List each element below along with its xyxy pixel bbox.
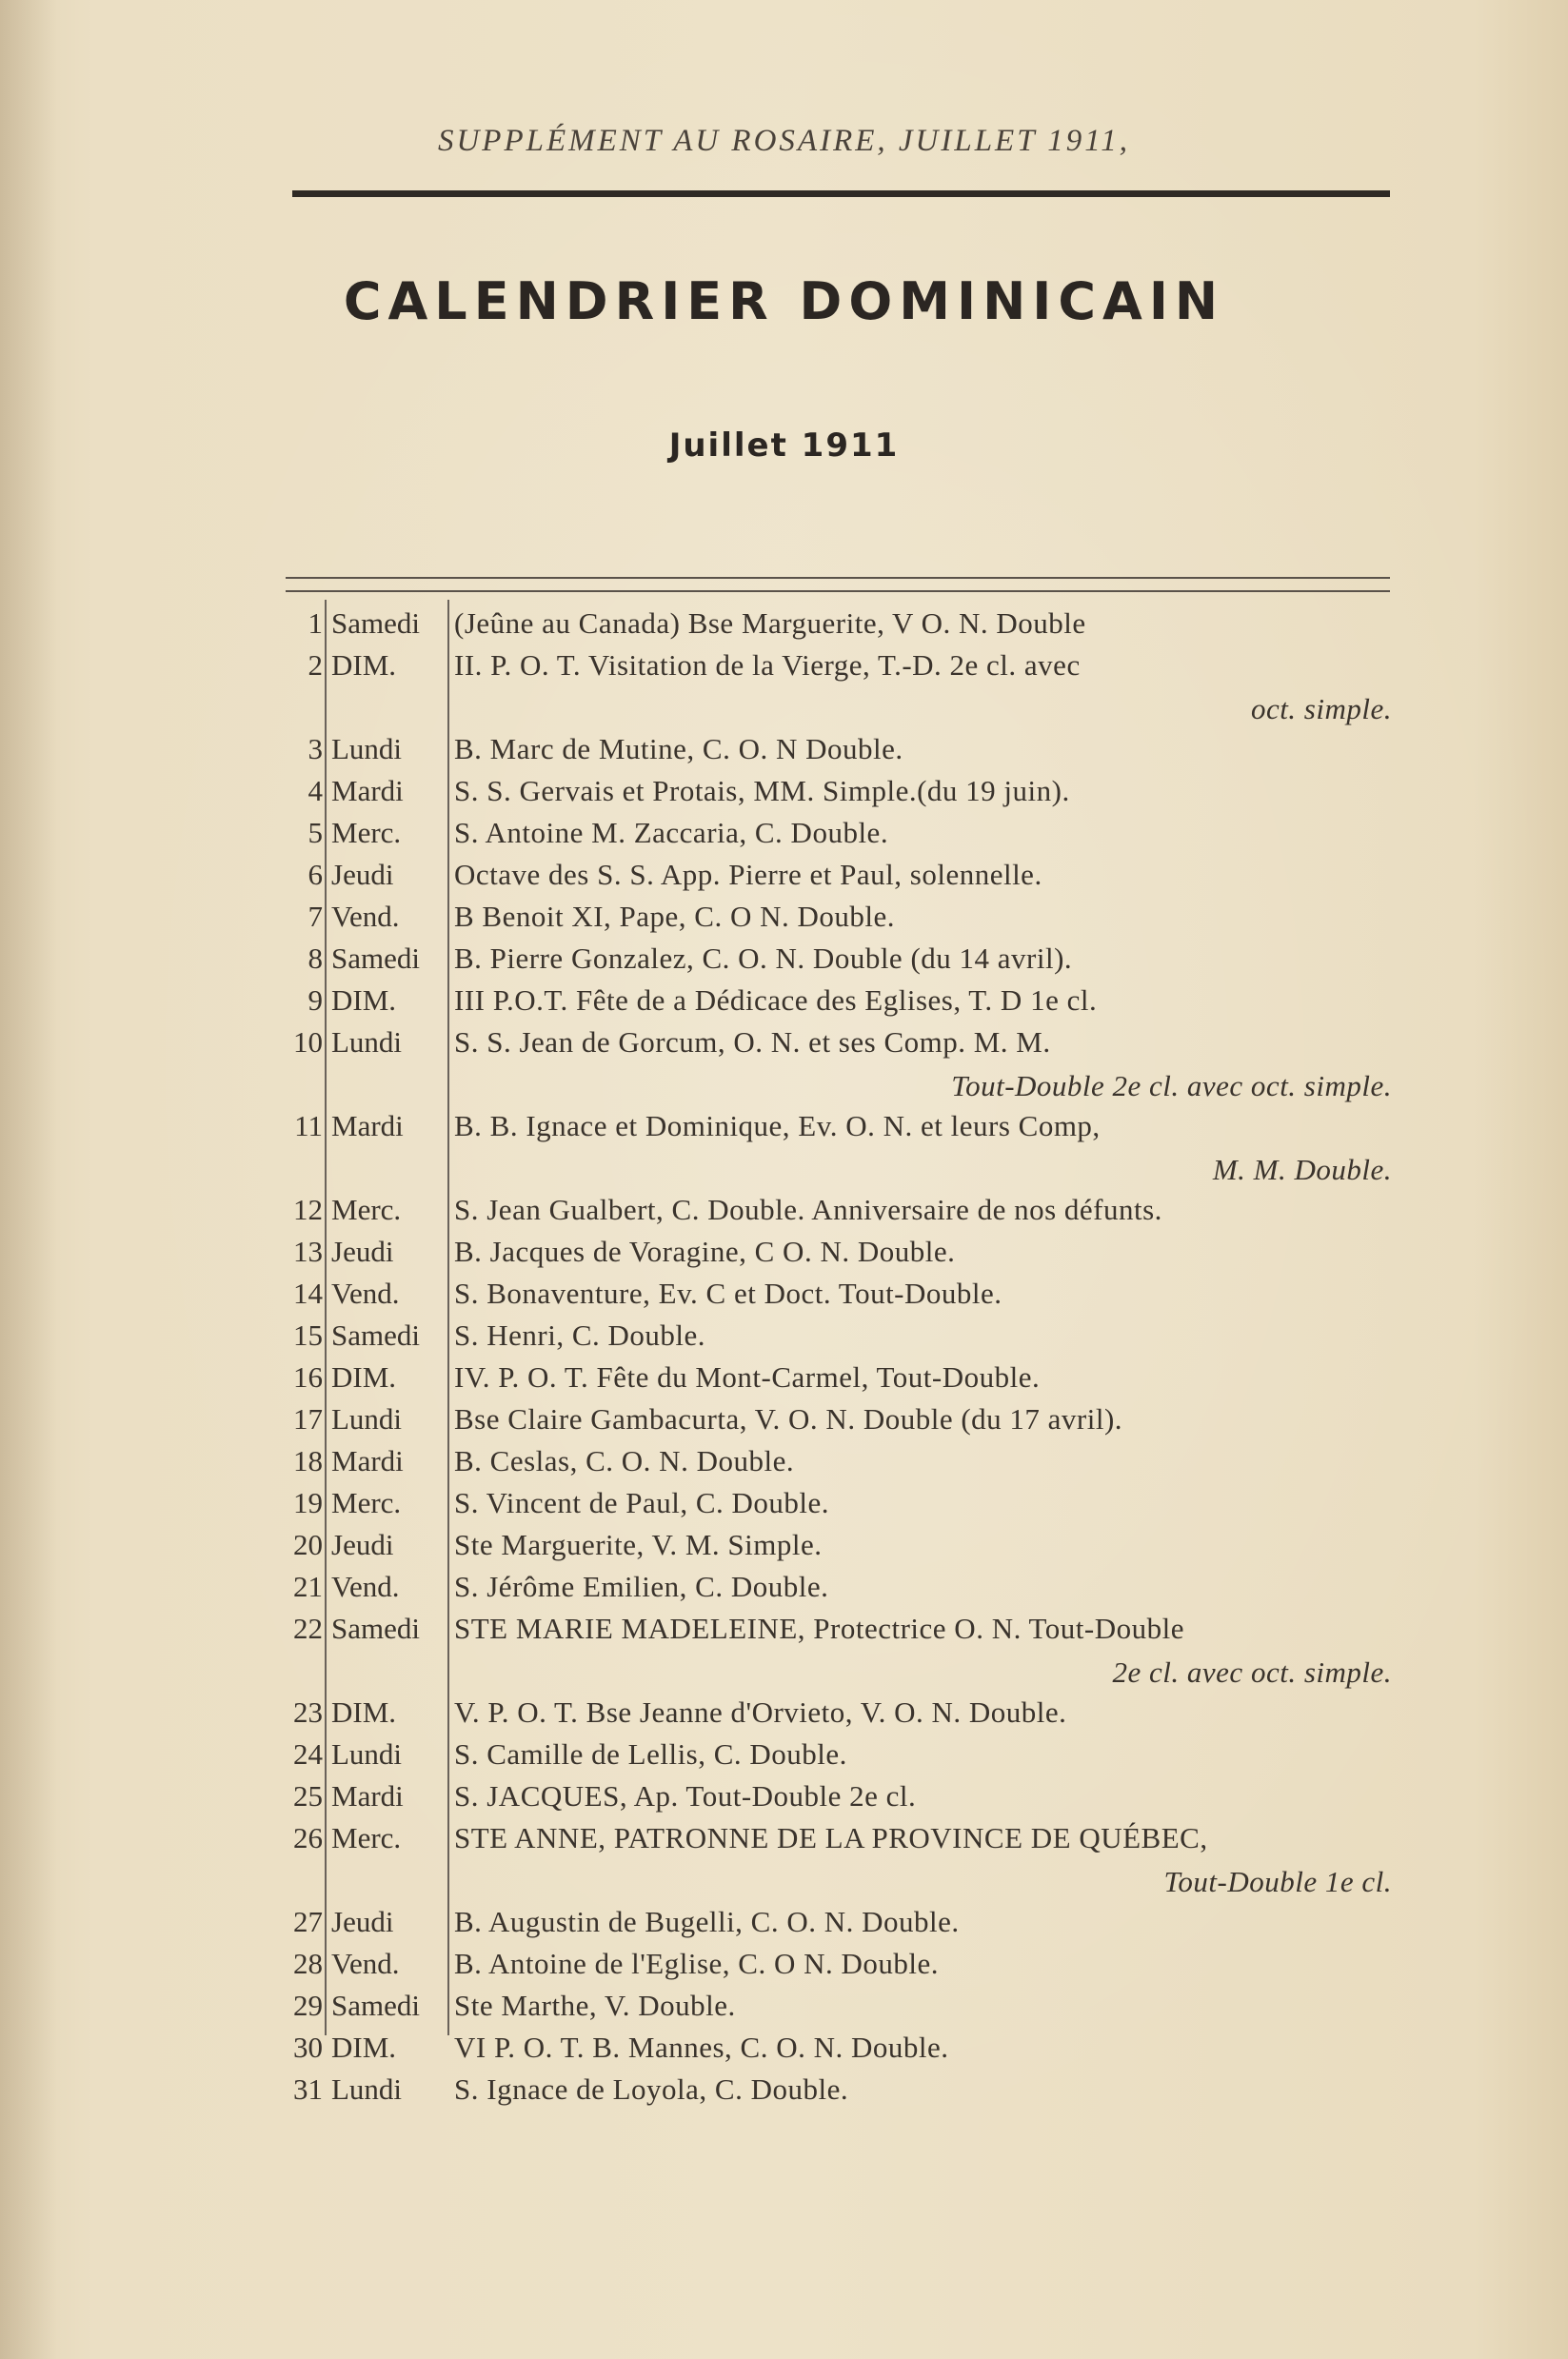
feast-description-line: S. Vincent de Paul, C. Double. bbox=[454, 1486, 830, 1519]
feast-description-line: Ste Marguerite, V. M. Simple. bbox=[454, 1528, 823, 1561]
weekday: Mardi bbox=[331, 1109, 404, 1142]
feast-description bbox=[454, 1104, 1392, 1192]
feast-description bbox=[454, 937, 1392, 981]
weekday: Lundi bbox=[331, 732, 403, 765]
weekday: Lundi bbox=[331, 2072, 403, 2106]
weekday: Jeudi bbox=[331, 858, 394, 891]
weekday: DIM. bbox=[331, 983, 397, 1017]
feast-description-continuation: Tout-Double 2e cl. avec oct. simple. bbox=[951, 1069, 1392, 1102]
feast-description bbox=[454, 2068, 1392, 2111]
day-number: 21 bbox=[293, 1570, 323, 1603]
feast-description-line: VI P. O. T. B. Mannes, C. O. N. Double. bbox=[454, 2031, 949, 2064]
day-number: 15 bbox=[293, 1318, 323, 1352]
feast-description bbox=[454, 1481, 1392, 1525]
weekday: Lundi bbox=[331, 1025, 403, 1059]
feast-description bbox=[454, 1984, 1392, 2028]
day-number: 19 bbox=[293, 1486, 323, 1519]
feast-description bbox=[454, 1230, 1392, 1274]
feast-description bbox=[454, 1774, 1392, 1818]
feast-description-line: B. Antoine de l'Eglise, C. O N. Double. bbox=[454, 1947, 939, 1980]
running-head: SUPPLÉMENT AU ROSAIRE, JUILLET 1911, bbox=[437, 124, 1131, 158]
day-number: 13 bbox=[293, 1235, 323, 1268]
feast-description bbox=[454, 2026, 1392, 2070]
feast-description bbox=[454, 1021, 1392, 1108]
feast-description bbox=[454, 1942, 1392, 1986]
weekday: Merc. bbox=[331, 816, 402, 849]
day-number: 27 bbox=[293, 1905, 323, 1938]
feast-description-line: S. Bonaventure, Ev. C et Doct. Tout-Double. bbox=[454, 1277, 1002, 1310]
day-number: 6 bbox=[308, 858, 323, 891]
day-number: 2 bbox=[308, 648, 323, 682]
feast-description bbox=[454, 1398, 1392, 1441]
feast-description-continuation: Tout-Double 1e cl. bbox=[1163, 1865, 1392, 1898]
weekday: Vend. bbox=[331, 1570, 400, 1603]
day-number: 28 bbox=[293, 1947, 323, 1980]
weekday: Mardi bbox=[331, 774, 404, 807]
feast-description-continuation: oct. simple. bbox=[1250, 692, 1392, 725]
day-number: 5 bbox=[308, 816, 323, 849]
feast-description-line: B. Augustin de Bugelli, C. O. N. Double. bbox=[454, 1905, 960, 1938]
feast-description-line: S. Camille de Lellis, C. Double. bbox=[454, 1737, 847, 1771]
day-number: 24 bbox=[293, 1737, 323, 1771]
month-title: Juillet 1911 bbox=[668, 426, 900, 465]
feast-description bbox=[454, 979, 1392, 1022]
day-number: 16 bbox=[293, 1360, 323, 1394]
feast-description bbox=[454, 769, 1392, 813]
weekday: Vend. bbox=[331, 900, 400, 933]
feast-description-line: S. Jérôme Emilien, C. Double. bbox=[454, 1570, 829, 1603]
feast-description bbox=[454, 1314, 1392, 1358]
weekday: DIM. bbox=[331, 1695, 397, 1729]
feast-description-line: STE MARIE MADELEINE, Protectrice O. N. Tout-Double bbox=[454, 1612, 1184, 1645]
day-number: 10 bbox=[293, 1025, 323, 1059]
feast-description-line: S. S. Jean de Gorcum, O. N. et ses Comp. M. M. bbox=[454, 1025, 1051, 1059]
day-number: 23 bbox=[293, 1695, 323, 1729]
feast-description bbox=[454, 1816, 1392, 1904]
day-number: 20 bbox=[293, 1528, 323, 1561]
day-number: 18 bbox=[293, 1444, 323, 1477]
feast-description bbox=[454, 1900, 1392, 1944]
feast-description-line: S. Antoine M. Zaccaria, C. Double. bbox=[454, 816, 889, 849]
feast-description-continuation: 2e cl. avec oct. simple. bbox=[1112, 1655, 1392, 1689]
feast-description-line: S. Henri, C. Double. bbox=[454, 1318, 706, 1352]
day-number: 4 bbox=[308, 774, 323, 807]
feast-description bbox=[454, 1565, 1392, 1609]
feast-description bbox=[454, 727, 1392, 771]
weekday: DIM. bbox=[331, 2031, 397, 2064]
feast-description bbox=[454, 644, 1392, 731]
day-number: 26 bbox=[293, 1821, 323, 1854]
weekday: Vend. bbox=[331, 1277, 400, 1310]
weekday: Merc. bbox=[331, 1821, 402, 1854]
feast-description-line: V. P. O. T. Bse Jeanne d'Orvieto, V. O. N. Double. bbox=[454, 1695, 1067, 1729]
day-number: 11 bbox=[294, 1109, 323, 1142]
day-number: 22 bbox=[293, 1612, 323, 1645]
weekday: Merc. bbox=[331, 1486, 402, 1519]
day-number: 14 bbox=[293, 1277, 323, 1310]
weekday: Vend. bbox=[331, 1947, 400, 1980]
weekday: Samedi bbox=[331, 1612, 420, 1645]
feast-description-line: Bse Claire Gambacurta, V. O. N. Double (du 17 avril). bbox=[454, 1402, 1123, 1436]
day-number: 7 bbox=[308, 900, 323, 933]
feast-description-line: S. Jean Gualbert, C. Double. Anniversaire de nos défunts. bbox=[454, 1193, 1162, 1226]
weekday: DIM. bbox=[331, 648, 397, 682]
day-number: 29 bbox=[293, 1989, 323, 2022]
weekday: DIM. bbox=[331, 1360, 397, 1394]
feast-description-line: (Jeûne au Canada) Bse Marguerite, V O. N. Double bbox=[454, 606, 1086, 640]
weekday: Samedi bbox=[331, 1989, 420, 2022]
feast-description bbox=[454, 853, 1392, 897]
weekday: Mardi bbox=[331, 1779, 404, 1813]
feast-description-line: B. Marc de Mutine, C. O. N Double. bbox=[454, 732, 903, 765]
feast-description bbox=[454, 602, 1392, 645]
page-title: CALENDRIER DOMINICAIN bbox=[343, 271, 1225, 331]
day-number: 1 bbox=[308, 606, 323, 640]
feast-description bbox=[454, 1188, 1392, 1232]
day-number: 25 bbox=[293, 1779, 323, 1813]
feast-description-line: II. P. O. T. Visitation de la Vierge, T.-D. 2e cl. avec bbox=[454, 648, 1081, 682]
day-number: 30 bbox=[293, 2031, 323, 2064]
feast-description bbox=[454, 1733, 1392, 1776]
weekday: Jeudi bbox=[331, 1528, 394, 1561]
day-number: 17 bbox=[293, 1402, 323, 1436]
weekday: Mardi bbox=[331, 1444, 404, 1477]
feast-description bbox=[454, 1523, 1392, 1567]
weekday: Samedi bbox=[331, 1318, 420, 1352]
weekday: Merc. bbox=[331, 1193, 402, 1226]
feast-description bbox=[454, 1691, 1392, 1735]
feast-description-continuation: M. M. Double. bbox=[1212, 1153, 1392, 1186]
feast-description-line: B. Pierre Gonzalez, C. O. N. Double (du 14 avril). bbox=[454, 942, 1073, 975]
day-number: 31 bbox=[293, 2072, 323, 2106]
feast-description-line: B. B. Ignace et Dominique, Ev. O. N. et leurs Comp, bbox=[454, 1109, 1101, 1142]
feast-description-line: STE ANNE, PATRONNE DE LA PROVINCE DE QUÉBEC, bbox=[454, 1821, 1208, 1854]
weekday: Lundi bbox=[331, 1402, 403, 1436]
feast-description-line: III P.O.T. Fête de a Dédicace des Eglises, T. D 1e cl. bbox=[454, 983, 1098, 1017]
day-number: 3 bbox=[308, 732, 323, 765]
feast-description bbox=[454, 1439, 1392, 1483]
feast-description bbox=[454, 1356, 1392, 1399]
feast-description-line: B. Ceslas, C. O. N. Double. bbox=[454, 1444, 795, 1477]
weekday: Samedi bbox=[331, 942, 420, 975]
feast-description-line: Ste Marthe, V. Double. bbox=[454, 1989, 736, 2022]
feast-description-line: B. Jacques de Voragine, C O. N. Double. bbox=[454, 1235, 956, 1268]
weekday: Samedi bbox=[331, 606, 420, 640]
feast-description-line: S. JACQUES, Ap. Tout-Double 2e cl. bbox=[454, 1779, 917, 1813]
feast-description bbox=[454, 895, 1392, 939]
weekday: Jeudi bbox=[331, 1905, 394, 1938]
feast-description bbox=[454, 1272, 1392, 1316]
feast-description bbox=[454, 1607, 1392, 1695]
weekday: Jeudi bbox=[331, 1235, 394, 1268]
feast-description-line: S. S. Gervais et Protais, MM. Simple.(du 19 juin). bbox=[454, 774, 1070, 807]
feast-description-line: Octave des S. S. App. Pierre et Paul, solennelle. bbox=[454, 858, 1042, 891]
feast-description-line: B Benoit XI, Pape, C. O N. Double. bbox=[454, 900, 896, 933]
feast-description-line: IV. P. O. T. Fête du Mont-Carmel, Tout-Double. bbox=[454, 1360, 1041, 1394]
feast-description bbox=[454, 811, 1392, 855]
day-number: 12 bbox=[293, 1193, 323, 1226]
weekday: Lundi bbox=[331, 1737, 403, 1771]
day-number: 9 bbox=[308, 983, 323, 1017]
feast-description-line: S. Ignace de Loyola, C. Double. bbox=[454, 2072, 849, 2106]
day-number: 8 bbox=[308, 942, 323, 975]
